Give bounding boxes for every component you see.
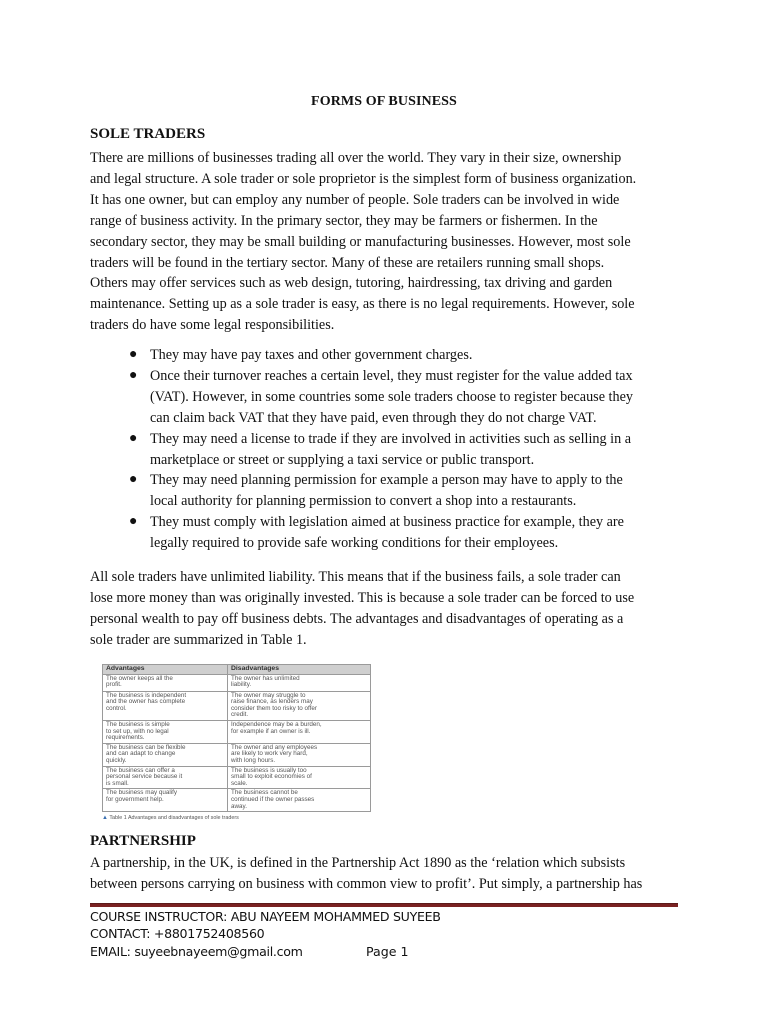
cell-line: The business can offer a (106, 766, 175, 774)
table-cell (228, 743, 371, 766)
table-header-disadvantages: Disadvantages (228, 665, 371, 675)
cell-line: and can adapt to change (106, 750, 176, 758)
cell-line: control. (106, 704, 127, 712)
cell-line: quickly. (106, 756, 127, 764)
section-heading-partnership: PARTNERSHIP (90, 833, 196, 849)
advantages-disadvantages-table (102, 664, 371, 812)
cell-line: The business may qualify (106, 789, 178, 797)
cell-line: scale. (231, 779, 248, 787)
table-cell (228, 691, 371, 720)
cell-line: The business is usually too (231, 766, 307, 774)
table-cell (103, 674, 228, 691)
list-item-line: They may have pay taxes and other government charges. (150, 347, 473, 363)
list-item (90, 345, 680, 366)
table-row (103, 766, 371, 789)
table-cell (103, 789, 228, 812)
table-header-row (103, 665, 371, 675)
cell-line: small to exploit economies of (231, 773, 312, 781)
paragraph-line: Others may offer services such as web design, tutoring, hairdressing, tax driving and garden (90, 275, 613, 292)
table-caption (102, 815, 372, 821)
paragraph-line: A partnership, in the UK, is defined in the Partnership Act 1890 as the ‘relation which subsists (90, 855, 626, 871)
legal-responsibilities-list (90, 345, 680, 554)
footer-divider (90, 903, 678, 907)
list-item-line: legally required to provide safe working conditions for their employees. (150, 535, 559, 552)
cell-line: away. (231, 802, 247, 810)
cell-line: liability. (231, 681, 252, 689)
list-item (90, 512, 680, 554)
paragraph-line: maintenance. Setting up as a sole trader is easy, as there is no legal requirements. However, sole (90, 296, 635, 313)
cell-line: personal service because it (106, 773, 183, 781)
document-title: FORMS OF BUSINESS (311, 94, 457, 109)
cell-line: The owner may struggle to (231, 691, 306, 699)
table-row (103, 743, 371, 766)
list-item-line: They may need a license to trade if they are involved in activities such as selling in a (150, 430, 632, 447)
cell-line: consider them too risky to offer (231, 704, 317, 712)
table-caption-text: Table 1 Advantages and disadvantages of sole traders (109, 815, 239, 822)
cell-line: for government help. (106, 795, 164, 803)
paragraph-line: between persons carrying on business with common view to profit’. Put simply, a partnership has (90, 875, 643, 892)
cell-line: raise finance, as lenders may (231, 698, 313, 706)
paragraph-line: and legal structure. A sole trader or sole proprietor is the simplest form of business organization. (90, 170, 637, 187)
partnership-paragraph (90, 853, 676, 895)
paragraph-line: traders do have some legal responsibilities. (90, 317, 335, 334)
list-item-line: They must comply with legislation aimed at business practice for example, they are (150, 514, 624, 531)
table-cell (228, 766, 371, 789)
list-item-line: can claim back VAT that they have paid, even through they do not charge VAT. (150, 409, 597, 426)
bullet-icon: ● (129, 430, 138, 446)
table-row (103, 691, 371, 720)
cell-line: The business is independent (106, 691, 187, 699)
cell-line: to set up, with no legal (106, 727, 169, 735)
cell-line: Independence may be a burden, (231, 720, 322, 728)
cell-line: profit. (106, 681, 122, 689)
table-row (103, 720, 371, 743)
cell-line: The business can be flexible (106, 743, 186, 751)
footer-instructor: COURSE INSTRUCTOR: ABU NAYEEM MOHAMMED SUYEEB (90, 909, 441, 924)
paragraph-line: There are millions of businesses trading all over the world. They vary in their size, ownership (90, 150, 622, 166)
unlimited-liability-paragraph (90, 567, 676, 651)
footer-contact: CONTACT: +8801752408560 (90, 926, 265, 941)
cell-line: with long hours. (231, 756, 276, 764)
table-cell (103, 743, 228, 766)
list-item-line: Once their turnover reaches a certain level, they must register for the value added tax (150, 367, 633, 384)
paragraph-line: All sole traders have unlimited liability. This means that if the business fails, a sole trader can (90, 569, 621, 585)
cell-line: are likely to work very hard, (231, 750, 308, 758)
triangle-up-icon: ▲ (102, 815, 108, 822)
paragraph-line: secondary sector, they may be small building or manufacturing businesses. However, most sole (90, 233, 631, 250)
bullet-icon: ● (129, 472, 138, 488)
table-cell (103, 720, 228, 743)
footer-page-number: Page 1 (366, 944, 409, 959)
table-cell (228, 789, 371, 812)
advantages-disadvantages-table-figure (102, 664, 372, 821)
paragraph-line: lose more money than was originally invested. This is because a sole trader can be forced to use (90, 589, 635, 606)
sole-traders-intro-paragraph (90, 148, 676, 336)
cell-line: is small. (106, 779, 129, 787)
paragraph-line: sole trader are summarized in Table 1. (90, 631, 307, 648)
cell-line: The owner has unlimited (231, 674, 300, 682)
table-cell (228, 720, 371, 743)
cell-line: credit. (231, 711, 249, 719)
list-item-line: marketplace or street or supplying a taxi service or public transport. (150, 451, 535, 468)
cell-line: The business is simple (106, 720, 170, 728)
cell-line: for example if an owner is ill. (231, 727, 311, 735)
section-heading-sole-traders: SOLE TRADERS (90, 126, 206, 142)
cell-line: The owner and any employees (231, 743, 318, 751)
table-row (103, 789, 371, 812)
bullet-icon: ● (129, 347, 138, 362)
cell-line: and the owner has complete (106, 698, 186, 706)
table-header-advantages: Advantages (103, 665, 228, 675)
table-cell (103, 766, 228, 789)
paragraph-line: It has one owner, but can employ any number of people. Sole traders can be involved in wide (90, 191, 620, 208)
list-item-line: They may need planning permission for example a person may have to apply to the (150, 472, 623, 489)
paragraph-line: range of business activity. In the primary sector, they may be farmers or fishermen. In the (90, 212, 598, 229)
list-item (90, 429, 680, 471)
paragraph-line: traders will be found in the tertiary sector. Many of these are retailers running small shops. (90, 254, 605, 271)
cell-line: requirements. (106, 734, 145, 742)
cell-line: The owner keeps all the (106, 674, 173, 682)
footer-email: EMAIL: suyeebnayeem@gmail.com (90, 944, 303, 959)
list-item-line: (VAT). However, in some countries some sole traders choose to register because they (150, 388, 633, 405)
cell-line: continued if the owner passes (231, 795, 315, 803)
cell-line: The business cannot be (231, 789, 298, 797)
bullet-icon: ● (129, 514, 138, 530)
list-item-line: local authority for planning permission to convert a shop into a restaurants. (150, 493, 577, 510)
table-cell (228, 674, 371, 691)
bullet-icon: ● (129, 367, 138, 383)
paragraph-line: personal wealth to pay off business debts. The advantages and disadvantages of operating as a (90, 610, 624, 627)
list-item (90, 470, 680, 512)
table-cell (103, 691, 228, 720)
list-item (90, 366, 680, 429)
table-row (103, 674, 371, 691)
